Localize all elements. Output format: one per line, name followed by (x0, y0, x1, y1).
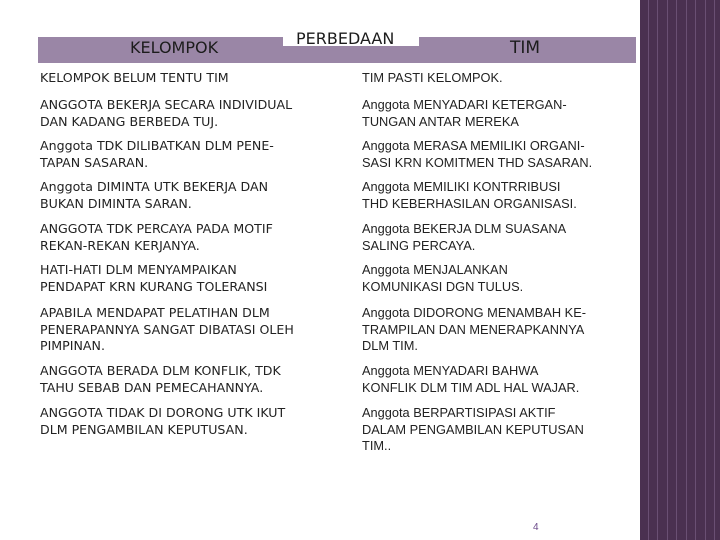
tim-cell: TIM PASTI KELOMPOK. (362, 70, 503, 85)
kelompok-cell: HATI-HATI DLM MENYAMPAIKAN PENDAPAT KRN KURANG TOLERANSI (40, 262, 268, 294)
tim-cell: Anggota DIDORONG MENAMBAH KE- TRAMPILAN DAN MENERAPKANNYA DLM TIM. (362, 305, 587, 354)
kelompok-cell: APABILA MENDAPAT PELATIHAN DLM PENERAPANNYA SANGAT DIBATASI OLEH PIMPINAN. (40, 305, 294, 354)
kelompok-cell: Anggota TDK DILIBATKAN DLM PENE- TAPAN SASARAN. (40, 138, 274, 170)
tim-cell: Anggota MENYADARI KETERGAN- TUNGAN ANTAR MEREKA (362, 97, 567, 129)
tim-cell: Anggota MENYADARI BAHWA KONFLIK DLM TIM ADL HAL WAJAR. (362, 363, 580, 395)
kelompok-cell: ANGGOTA TDK PERCAYA PADA MOTIF REKAN-REKAN KERJANYA. (40, 221, 273, 253)
header-perbedaan: PERBEDAAN (296, 29, 395, 48)
header-kelompok: KELOMPOK (130, 38, 219, 57)
kelompok-cell: Anggota DIMINTA UTK BEKERJA DAN BUKAN DIMINTA SARAN. (40, 179, 269, 211)
kelompok-cell: KELOMPOK BELUM TENTU TIM (40, 70, 229, 85)
tim-cell: Anggota BERPARTISIPASI AKTIF DALAM PENGAMBILAN KEPUTUSAN TIM.. (362, 405, 584, 454)
kelompok-cell: ANGGOTA TIDAK DI DORONG UTK IKUT DLM PENGAMBILAN KEPUTUSAN. (40, 405, 286, 437)
kelompok-cell: ANGGOTA BERADA DLM KONFLIK, TDK TAHU SEBAB DAN PEMECAHANNYA. (40, 363, 281, 395)
page-number: 4 (533, 522, 539, 533)
kelompok-cell: ANGGOTA BEKERJA SECARA INDIVIDUAL DAN KADANG BERBEDA TUJ. (40, 97, 293, 129)
tim-cell: Anggota MEMILIKI KONTRRIBUSI THD KEBERHASILAN ORGANISASI. (362, 179, 577, 211)
tim-cell: Anggota BEKERJA DLM SUASANA SALING PERCAYA. (362, 221, 567, 253)
decorative-side-strip (640, 0, 720, 540)
header-tim: TIM (510, 38, 541, 58)
tim-cell: Anggota MENJALANKAN KOMUNIKASI DGN TULUS. (362, 262, 524, 294)
tim-cell: Anggota MERASA MEMILIKI ORGANI- SASI KRN KOMITMEN THD SASARAN. (362, 138, 593, 170)
